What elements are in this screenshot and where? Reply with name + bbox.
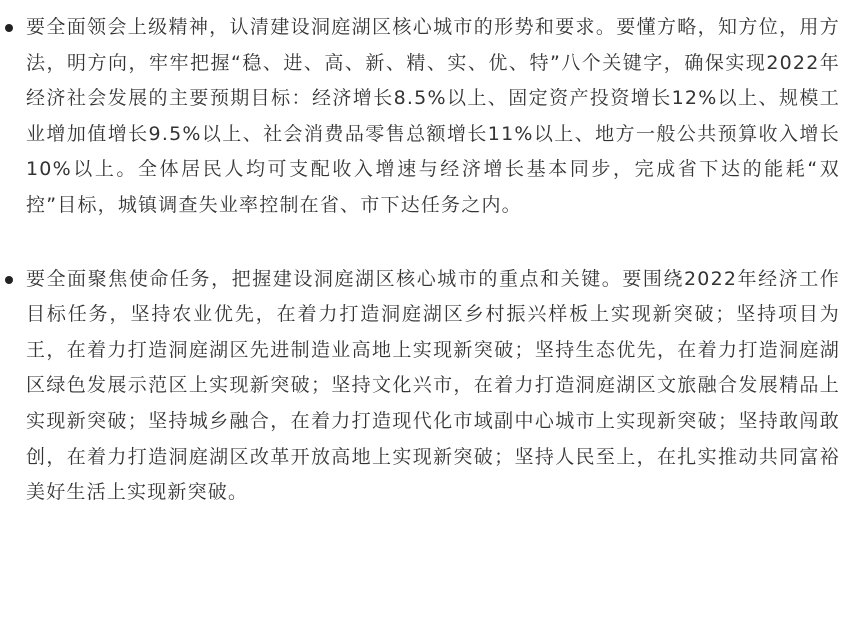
bullet-list	[0, 10, 852, 511]
paragraph-text: 要全面聚焦使命任务，把握建设洞庭湖区核心城市的重点和关键。要围绕2022年经济工作目标任务，坚持农业优先，在着力打造洞庭湖区乡村振兴样板上实现新突破；坚持项目为王，在着力打造洞庭湖区先进制造业高地上实现新突破；坚持生态优先，在着力打造洞庭湖区绿色发展示范区上实现新突破；坚持文化兴市，在着力打造洞庭湖区文旅融合发展精品上实现新突破；坚持城乡融合，在着力打造现代化市域副中心城市上实现新突破；坚持敢闯敢创，在着力打造洞庭湖区改革开放高地上实现新突破；坚持人民至上，在扎实推动共同富裕美好生活上实现新突破。	[26, 267, 840, 504]
document-page	[0, 10, 852, 631]
paragraph-text: 要全面领会上级精神，认清建设洞庭湖区核心城市的形势和要求。要懂方略，知方位，用方法，明方向，牢牢把握“稳、进、高、新、精、实、优、特”八个关键字，确保实现2022年经济社会发展的主要预期目标：经济增长8.5%以上、固定资产投资增长12%以上、规模工业增加值增长9.5%以上、社会消费品零售总额增长11%以上、地方一般公共预算收入增长10%以上。全体居民人均可支配收入增速与经济增长基本同步，完成省下达的能耗“双控”目标，城镇调查失业率控制在省、市下达任务之内。	[26, 16, 840, 216]
list-item	[0, 262, 852, 511]
bullet-dot-icon	[5, 24, 13, 32]
list-item	[0, 10, 852, 224]
bullet-dot-icon	[5, 276, 13, 284]
